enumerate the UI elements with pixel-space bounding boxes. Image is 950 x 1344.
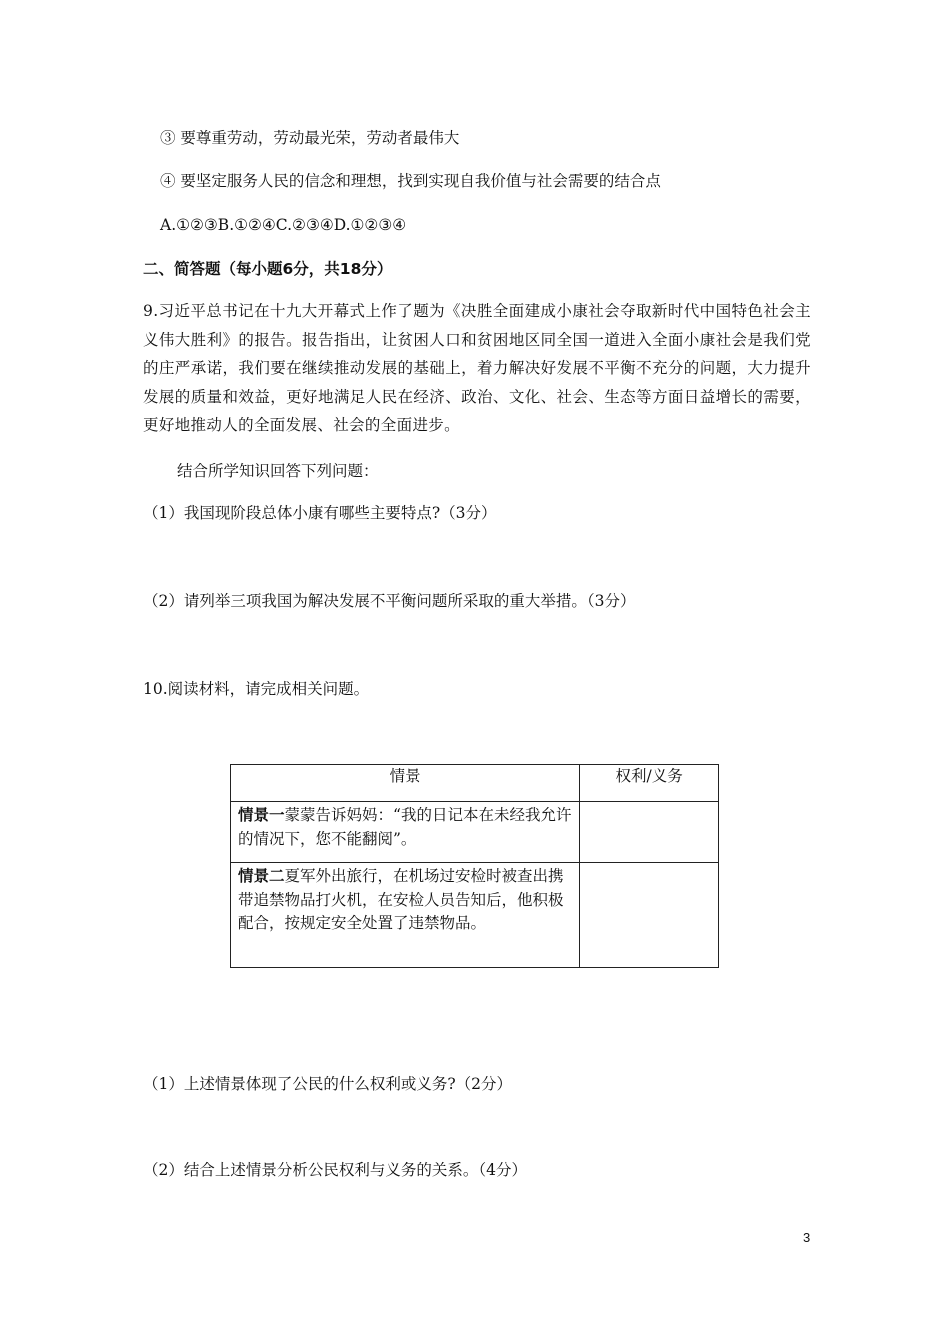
scene-text: 夏军外出旅行，在机场过安检时被查出携带追禁物品打火机，在安检人员告知后，他积极配合，按规定安全处置了违禁物品。 [238,867,564,932]
answer-choices: A.①②③B.①②④C.②③④D.①②③④ [160,216,407,234]
question-10-sub1: （1）上述情景体现了公民的什么权利或义务?（2分） [143,1075,513,1093]
scenario-table [230,764,719,968]
answer-cell[interactable] [580,863,719,968]
question-9-sub2: （2）请列举三项我国为解决发展不平衡问题所采取的重大举措。（3分） [143,592,636,610]
table-row [231,863,719,968]
table-header-row [231,765,719,802]
scene-name: 情景一 [238,806,285,824]
question-10-sub2: （2）结合上述情景分析公民权利与义务的关系。（4分） [143,1161,527,1179]
header-scene: 情景 [231,765,580,802]
option-3: ③ 要尊重劳动，劳动最光荣，劳动者最伟大 [160,129,460,147]
answer-cell[interactable] [580,802,719,863]
option-4: ④ 要坚定服务人民的信念和理想，找到实现自我价值与社会需要的结合点 [160,172,661,190]
question-9-sub1: （1）我国现阶段总体小康有哪些主要特点?（3分） [143,504,497,522]
section-title: 二、简答题（每小题6分，共18分） [143,260,393,278]
question-10-stem: 10.阅读材料，请完成相关问题。 [143,680,370,698]
header-right-duty: 权利/义务 [580,765,719,802]
page-number: 3 [803,1230,811,1245]
scene-cell [231,802,580,863]
scene-cell [231,863,580,968]
scene-text: 蒙蒙告诉妈妈：“我的日记本在未经我允许的情况下，您不能翻阅”。 [238,806,572,848]
scene-name: 情景二 [238,867,285,885]
table-row [231,802,719,863]
question-9-stem: 9.习近平总书记在十九大开幕式上作了题为《决胜全面建成小康社会夺取新时代中国特色社会主义伟大胜利》的报告。报告指出，让贫困人口和贫困地区同全国一道进入全面小康社会是我们党的庄严承诺，我们要在继续推动发展的基础上，着力解决好发展不平衡不充分的问题，大力提升发展的质量和效益，更好地满足人民在经济、政治、文化、社会、生态等方面日益增长的需要，更好地推动人的全面发展、社会的全面进步。 [143,302,811,435]
question-9-prompt: 结合所学知识回答下列问题： [177,462,379,480]
